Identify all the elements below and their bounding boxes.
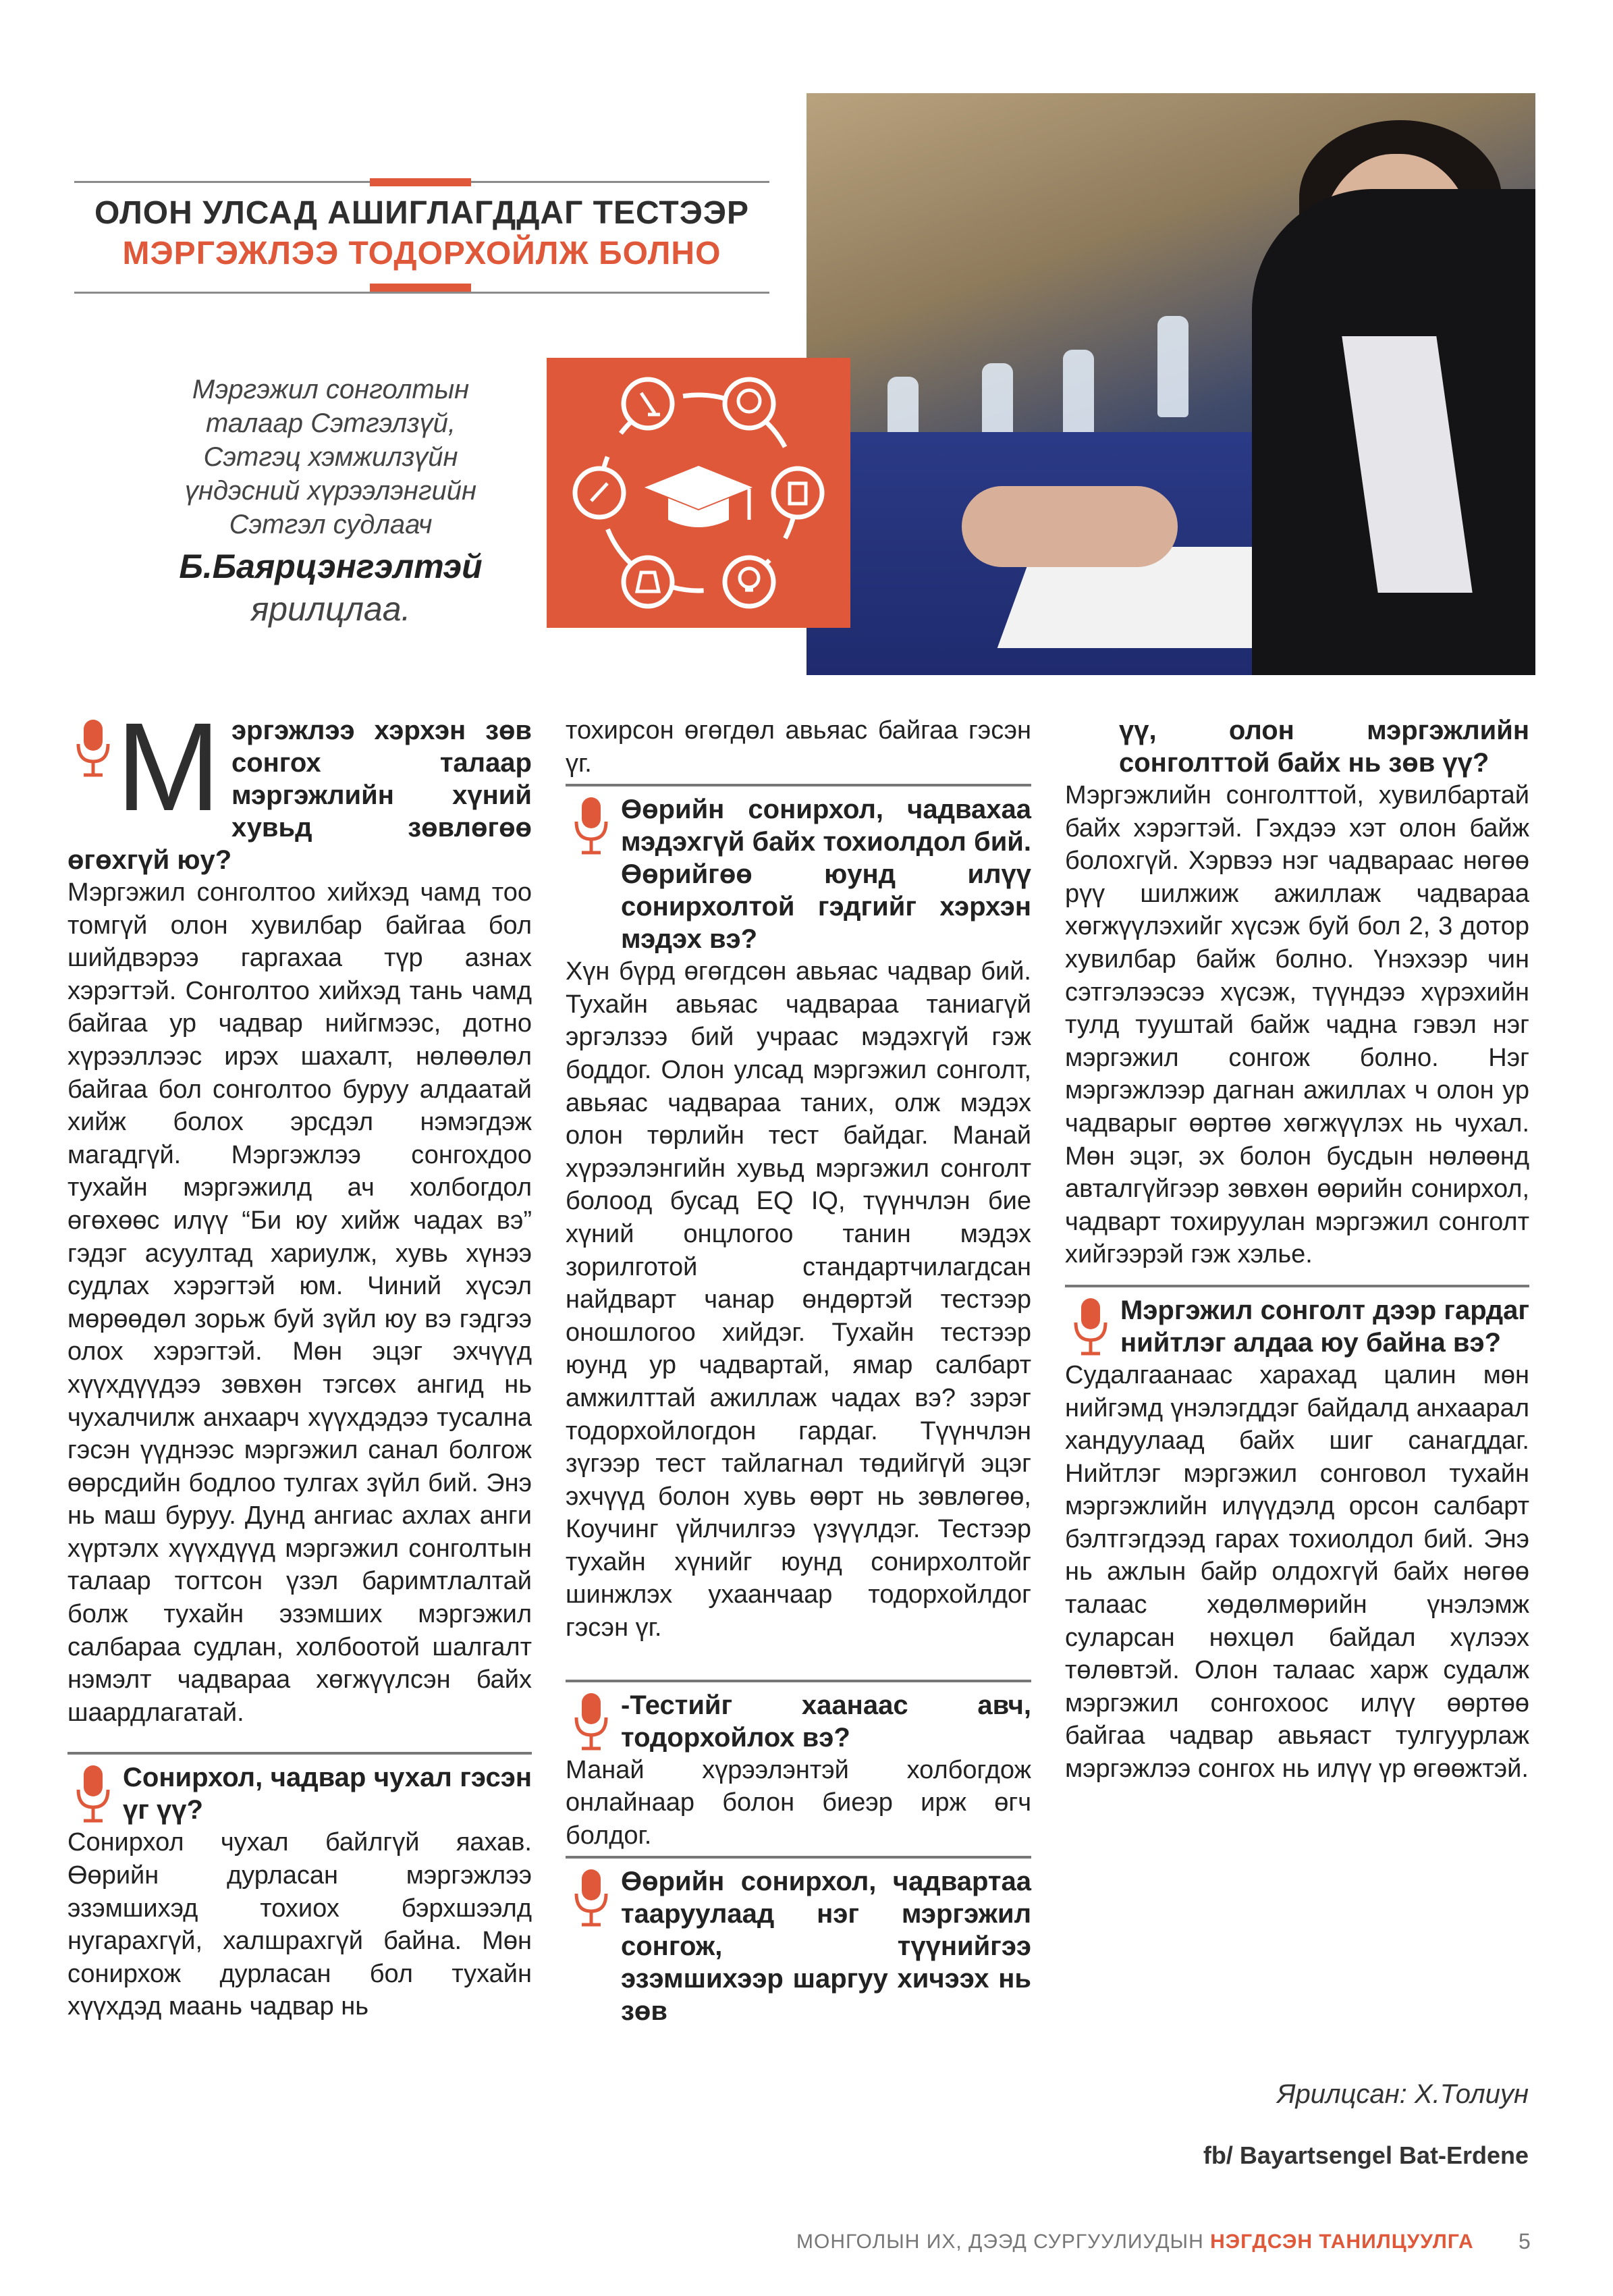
- question-4: [566, 1689, 1031, 1754]
- section-rule: [566, 784, 1031, 786]
- question-text: Өөрийн сонирхол, чадвартаа тааруулаад нэг мэргэжил сонгож, түүнийгээ эзэмшихээр шаргуу хичээх нь зөв: [621, 1867, 1031, 2027]
- section-rule: [1065, 1285, 1529, 1287]
- photo-credit: fb/ Bayartsengel Bat-Erdene: [1203, 2141, 1529, 2169]
- page-footer: [796, 2231, 1474, 2253]
- question-5: [566, 1865, 1031, 2027]
- microphone-icon: [73, 1763, 113, 1827]
- question-text: Сонирхол, чадвар чухал гэсэн үг үү?: [123, 1763, 532, 1825]
- education-cycle-icon: [547, 358, 850, 628]
- answer-continued: тохирсон өгөгдөл авьяас байгаа гэсэн үг.: [566, 716, 1031, 778]
- question-text: Өөрийн сонирхол, чадвахаа мэдэхгүй байх тохиолдол бий. Өөрийгөө юунд илүү сонирхолтой гэдгийг хэрхэн мэдэх вэ?: [621, 795, 1031, 955]
- question-6: [1065, 1294, 1529, 1359]
- headline-line1: ОЛОН УЛСАД АШИГЛАГДДАГ ТЕСТЭЭР: [94, 195, 750, 231]
- drop-cap: М: [116, 697, 221, 837]
- question-text: Мэргэжил сонголт дээр гардаг нийтлэг алдаа юу байна вэ?: [1120, 1295, 1529, 1358]
- interviewee-name: Б.Баярцэнгэлтэй: [179, 548, 483, 585]
- section-rule: [67, 1752, 532, 1755]
- footer-text-bold: НЭГДСЭН ТАНИЛЦУУЛГА: [1210, 2231, 1474, 2253]
- intro-line: Сэтгэл судлаач: [229, 510, 433, 539]
- section-rule: [566, 1856, 1031, 1859]
- intro-block: [121, 373, 540, 629]
- question-3: [566, 793, 1031, 955]
- intro-line: үндэсний хүрээлэнгийн: [184, 476, 477, 506]
- question-5-continued: үү, олон мэргэжлийн сонголттой байх нь зөв үү?: [1119, 716, 1529, 778]
- answer-2: Сонирхол чухал байлгүй яахав. Өөрийн дурласан мэргэжлээ эзэмшихэд тохиох бэрхшээлд нугарахгүй, халшрахгүй байна. Мөн сонирхож дурласан бол тухайн хүүхдэд маань чадвар нь: [67, 1828, 532, 2021]
- header-accent-bar-bottom: [370, 284, 471, 292]
- answer-6: Судалгаанаас харахад цалин мөн нийгэмд үнэлэгддэг байдалд анхаарал хандуулаад байх шиг санагддаг. Нийтлэг мэргэжил сонговол тухайн мэргэжлийн илүүдэлд орсон салбарт бэлтгэгдээд гарах тохиолдол бий. Энэ нь ажлын байр олдохгүй байх нөгөө талаас хөдөлмөрийн үнэлэмж суларсан нөхцөл байдал хүлээх төлөвтэй. Олон талаас харж судалж мэргэжил сонгохоос илүү өөртөө байгаа чадвар авьяаст тулгуурлаж мэргэжлээ сонгох нь илүү үр өгөөжтэй.: [1065, 1360, 1529, 1784]
- header-rule-bottom: [74, 292, 769, 294]
- header-accent-bar: [370, 178, 471, 186]
- question-1: эргэжлээ хэрхэн зөв сонгох талаар мэргэжлийн хүний хувьд зөвлөгөө өгөхгүй юу?: [67, 716, 532, 875]
- intro-line: Сэтгэц хэмжилзүйн: [203, 442, 458, 472]
- question-2: [67, 1761, 532, 1826]
- headline-line2: МЭРГЭЖЛЭЭ ТОДОРХОЙЛЖ БОЛНО: [122, 236, 721, 271]
- intro-line: Мэргэжил сонголтын: [192, 375, 470, 404]
- interviewer-credit: Ярилцсан: Х.Толиун: [1277, 2079, 1529, 2109]
- footer-text: МОНГОЛЫН ИХ, ДЭЭД СУРГУУЛИУДЫН: [796, 2231, 1211, 2253]
- page-number: 5: [1519, 2229, 1531, 2253]
- intro-verb: ярилцлаа.: [250, 590, 411, 628]
- answer-4: Манай хүрээлэнтэй холбогдож онлайнаар болон биеэр ирж өгч болдог.: [566, 1755, 1031, 1850]
- column-2: [566, 714, 1031, 2027]
- microphone-icon: [571, 1867, 611, 1931]
- question-text: -Тестийг хаанаас авч, тодорхойлох вэ?: [621, 1690, 1031, 1753]
- microphone-icon: [571, 1690, 611, 1755]
- microphone-icon: [571, 795, 611, 859]
- column-1: [67, 697, 532, 2023]
- answer-1: Мэргэжил сонголтоо хийхэд чамд тоо томгүй олон хувилбар байгаа бол шийдвэрээ гаргахаа түр азнах хэрэгтэй. Сонголтоо хийхэд тань чамд байгаа ур чадвар нийгмээс, дотно хүрээллээс ирэх шахалт, нөлөөлөл байгаа бол сонголтоо буруу алдаатай хийж болох эрсдэл нэмэгдэж магадгүй. Мэргэжлээ сонгохдоо тухайн мэргэжилд ач холбогдол өгөхөөс илүү “Би юу хийж чадах вэ” гэдэг асуултад хариулж, хувь хүнээ судлах хэрэгтэй юм. Чиний хүсэл мөрөөдөл зорьж буй зүйл юу вэ гэдгээ олох хэрэгтэй. Мөн эцэг эхчүүд хүүхдүүдээ зөвхөн тэгсөх ангид нь чухалчилж анхаарч хүүхдэдээ тусална гэсэн үүднээс мэргэжил санал болгож өөрсдийн бодлоо тулгах зүйл бий. Энэ нь маш буруу. Дунд ангиас ахлах анги хүртэлх хүүхдүүд мэргэжил сонголтын талаар тогтсон үзэл баримтлалтай болж тухайн эзэмших мэргэжил салбараа судлан, холбоотой шалгалт нэмэлт чадвараа хөгжүүлсэн байх шаардлагатай.: [67, 878, 532, 1727]
- microphone-icon: [1070, 1296, 1111, 1360]
- column-3: [1065, 714, 1529, 1786]
- intro-line: талаар Сэтгэлзүй,: [206, 408, 456, 438]
- section-rule: [566, 1680, 1031, 1682]
- interviewee-photo: [806, 93, 1535, 675]
- answer-3: Хүн бүрд өгөгдсөн авьяас чадвар бий. Тухайн авьяас чадвараа таниагүй эргэлзээ бий учраас мэдэхгүй гэж боддог. Олон улсад мэргэжил сонголт, авьяас чадвараа таних, олж мэдэх олон төрлийн тест байдаг. Манай хүрээлэнгийн хувьд мэргэжил сонголт болоод бусад EQ IQ, түүнчлэн бие хүний онцлогоо танин мэдэх зорилготой стандартчилагдсан найдварт чанар өндөртэй тестээр оношлогоо хийдэг. Тухайн тестээр юунд ур чадвартай, ямар салбарт амжилттай ажиллаж чадах вэ? зэрэг тодорхойлогдон гардаг. Түүнчлэн зүгээр тест тайлагнал төдийгүй эцэг эхчүүд болон хувь өөрт нь зөвлөгөө, Коучинг үйлчилгээ үзүүлдэг. Тестээр тухайн хүнийг юунд сонирхолтойг шинжлэх ухаанчаар тодорхойлдог гэсэн үг.: [566, 957, 1031, 1643]
- answer-5: Мэргэжлийн сонголттой, хувилбартай байх хэрэгтэй. Гэхдээ хэт олон байж болохгүй. Хэрвээ нэг чадвараас нөгөө рүү шилжиж ажиллаж чадвараа хөгжүүлэхийг хүсэж буй бол 2, 3 дотор хувилбар байж болно. Үнэхээр чин сэтгэлээсээ хүсэж, түүндээ хүрэхийн тулд тууштай байж чадна гэвэл нэг мэргэжил сонгож болно. Нэг мэргэжлээр дагнан ажиллах ч олон ур чадварыг өөртөө хөгжүүлэх нь чухал. Мөн эцэг, эх болон бусдын нөлөөнд авталгүйгээр зөвхөн өөрийн сонирхол, чадварт тохируулан мэргэжил сонголт хийгээрэй гэж хэлье.: [1065, 781, 1529, 1269]
- education-icon-panel: [547, 358, 850, 628]
